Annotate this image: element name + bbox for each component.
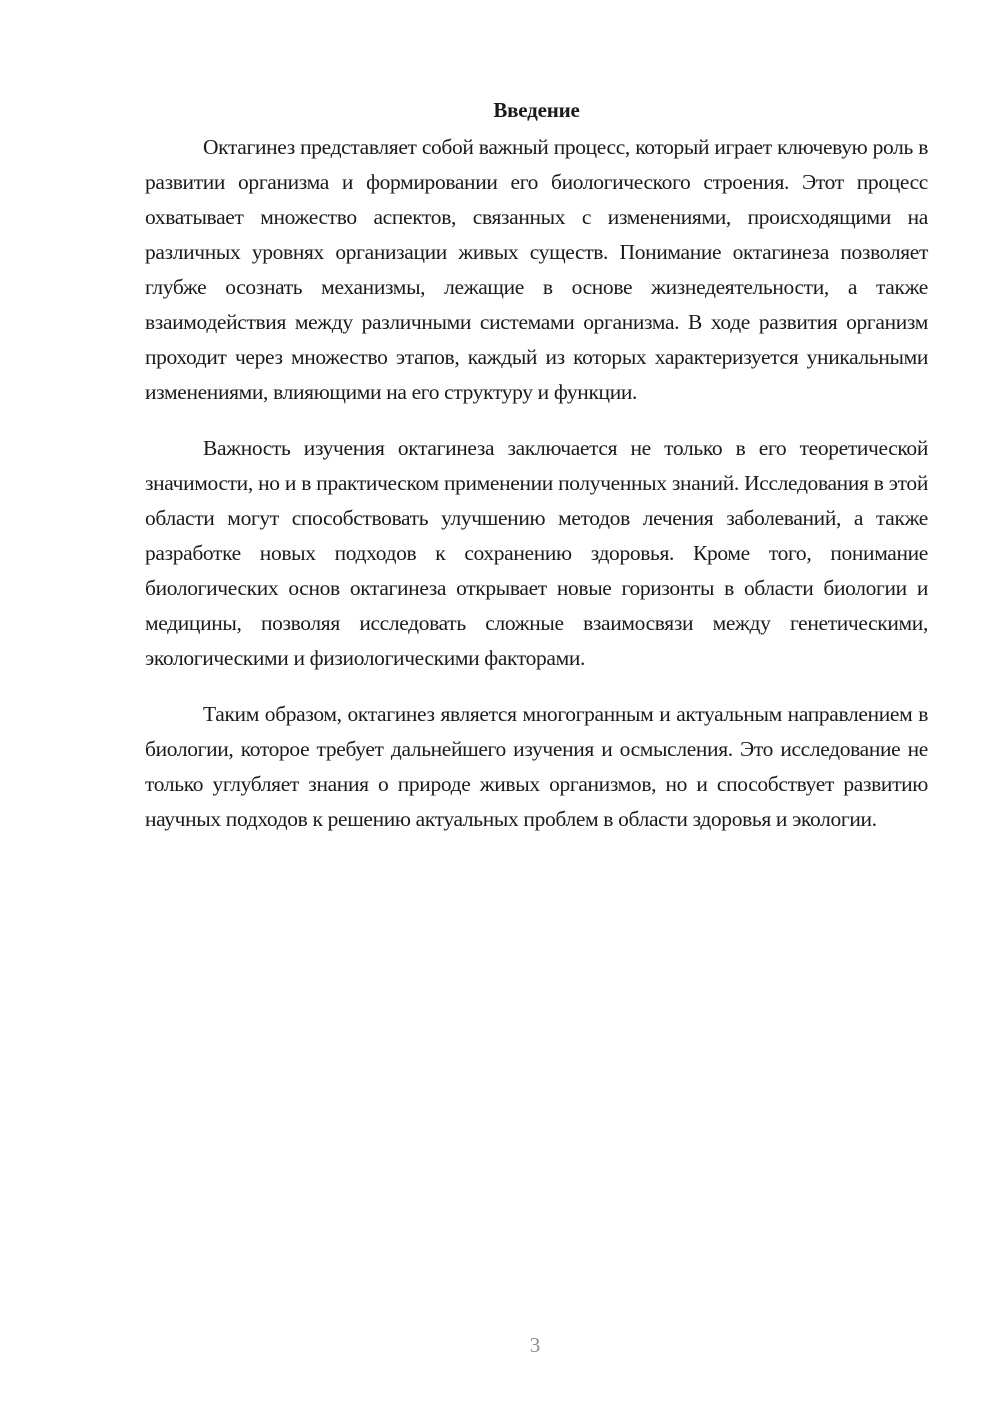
paragraph-2: Важность изучения октагинеза заключается не только в его теоретической значимости, но и в практическом применении полученных знаний. Исследования в этой области могут способствовать улучшению методов лечения заболеваний, а также разработке новых подходов к сохранению здоровья. Кроме того, понимание биологических основ октагинеза открывает новые горизонты в области биологии и медицины, позволяя исследовать сложные взаимосвязи между генетическими, экологическими и физиологическими факторами. (145, 436, 928, 670)
section-title: Введение (493, 98, 580, 122)
paragraph-1: Октагинез представляет собой важный процесс, который играет ключевую роль в развитии организма и формировании его биологического строения. Этот процесс охватывает множество аспектов, связанных с изменениями, происходящими на различных уровнях организации живых существ. Понимание октагинеза позволяет глубже осознать механизмы, лежащие в основе жизнедеятельности, а также взаимодействия между различными системами организма. В ходе развития организм проходит через множество этапов, каждый из которых характеризуется уникальными изменениями, влияющими на его структуру и функции. (145, 135, 928, 404)
page-number: 3 (529, 1333, 541, 1357)
page-content (145, 95, 928, 837)
paragraph-3: Таким образом, октагинез является многогранным и актуальным направлением в биологии, которое требует дальнейшего изучения и осмысления. Это исследование не только углубляет знания о природе живых организмов, но и способствует развитию научных подходов к решению актуальных проблем в области здоровья и экологии. (145, 702, 928, 831)
